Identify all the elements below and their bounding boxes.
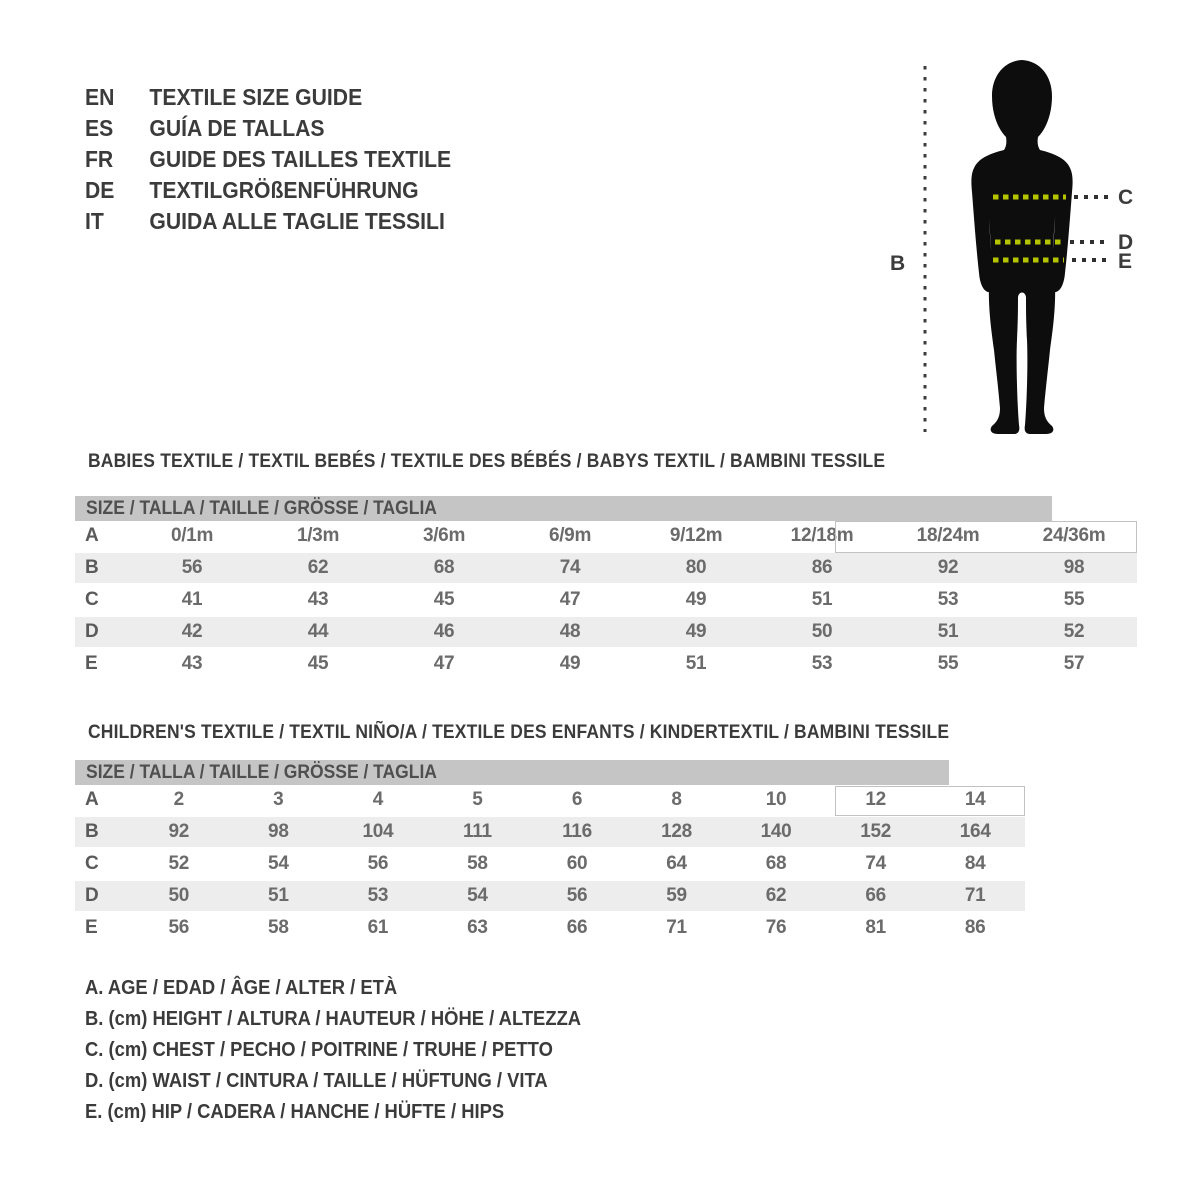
size-value-cell: 54	[428, 880, 528, 912]
size-value-cell: 49	[633, 616, 759, 648]
children-section-title: CHILDREN'S TEXTILE / TEXTIL NIÑO/A / TEXTILE DES ENFANTS / KINDERTEXTIL / BAMBINI TESSILE	[88, 722, 950, 743]
size-value-cell: 14	[964, 789, 986, 810]
table-row	[75, 848, 1025, 880]
size-value-cell: 98	[1011, 552, 1137, 584]
size-value-cell: 56	[168, 917, 190, 938]
babies-size-highlight-outline	[835, 521, 1137, 553]
size-value-cell: 12/18m	[790, 525, 854, 546]
size-value-cell: 86	[759, 552, 885, 584]
size-value-cell: 66	[566, 917, 588, 938]
table-row	[75, 584, 1137, 616]
lang-label: TEXTILE SIZE GUIDE	[149, 84, 363, 110]
size-value-cell: 1/3m	[296, 525, 340, 546]
lang-code: IT	[85, 208, 104, 234]
size-value-cell: 61	[367, 917, 389, 938]
size-value-cell: 18/24m	[916, 525, 980, 546]
lang-label: TEXTILGRÖßENFÜHRUNG	[149, 177, 419, 203]
size-value-cell: 10	[765, 789, 787, 810]
legend-age: A. AGE / EDAD / ÂGE / ALTER / ETÀ	[85, 977, 398, 999]
size-value-cell: 54	[268, 853, 289, 874]
size-value-cell: 63	[467, 917, 488, 938]
size-value-cell: 24/36m	[1042, 525, 1106, 546]
table-row	[75, 616, 1137, 648]
lang-row-it	[85, 206, 451, 237]
lang-label: GUIDE DES TAILLES TEXTILE	[149, 146, 452, 172]
size-value-cell: 9/12m	[669, 525, 723, 546]
size-value-cell: 58	[467, 853, 488, 874]
lang-row-fr	[85, 144, 451, 175]
measurement-legend	[85, 973, 624, 1128]
legend-chest: C. (cm) CHEST / PECHO / POITRINE / TRUHE / PETTO	[85, 1039, 553, 1061]
size-value-cell: 152	[826, 816, 926, 848]
lang-row-es	[85, 113, 451, 144]
size-value-cell: 49	[685, 589, 707, 610]
table-row	[75, 880, 1025, 912]
children-size-highlight-outline	[835, 786, 1025, 816]
row-label: B	[75, 552, 129, 584]
size-value-cell: 43	[181, 653, 203, 674]
size-value-cell: 71	[666, 917, 687, 938]
size-value-cell: 76	[765, 917, 787, 938]
row-label: C	[85, 589, 99, 610]
size-value-cell: 92	[885, 552, 1011, 584]
size-value-cell: 44	[255, 616, 381, 648]
child-silhouette-diagram	[860, 40, 1200, 460]
size-value-cell: 8	[671, 789, 682, 810]
size-value-cell: 140	[726, 816, 826, 848]
size-value-cell: 62	[726, 880, 826, 912]
size-value-cell: 43	[307, 589, 329, 610]
size-value-cell: 47	[559, 589, 581, 610]
size-value-cell: 111	[428, 816, 528, 848]
size-value-cell: 98	[229, 816, 329, 848]
size-value-cell: 53	[937, 589, 959, 610]
size-value-cell: 57	[1063, 653, 1085, 674]
lang-code: ES	[85, 115, 114, 141]
size-value-cell: 51	[811, 589, 833, 610]
size-value-cell: 12	[865, 789, 886, 810]
legend-waist: D. (cm) WAIST / CINTURA / TAILLE / HÜFTUNG / VITA	[85, 1070, 548, 1092]
size-value-cell: 164	[925, 816, 1025, 848]
size-value-cell: 64	[666, 853, 687, 874]
babies-section-title: BABIES TEXTILE / TEXTIL BEBÉS / TEXTILE DES BÉBÉS / BABYS TEXTIL / BAMBINI TESSILE	[88, 451, 886, 472]
size-value-cell: 92	[129, 816, 229, 848]
size-value-cell: 53	[811, 653, 833, 674]
size-value-cell: 84	[964, 853, 986, 874]
size-value-cell: 128	[627, 816, 727, 848]
size-value-cell: 80	[633, 552, 759, 584]
label-b: B	[890, 252, 906, 275]
legend-hip: E. (cm) HIP / CADERA / HANCHE / HÜFTE / HIPS	[85, 1101, 505, 1123]
babies-table-header: SIZE / TALLA / TAILLE / GRÖSSE / TAGLIA	[75, 496, 1052, 521]
size-value-cell: 3	[273, 789, 284, 810]
table-row	[75, 912, 1025, 943]
size-value-cell: 46	[381, 616, 507, 648]
row-label: E	[85, 653, 98, 674]
size-value-cell: 53	[328, 880, 428, 912]
size-value-cell: 2	[173, 789, 184, 810]
size-value-cell: 51	[685, 653, 707, 674]
table-row	[75, 648, 1137, 679]
size-value-cell: 116	[527, 816, 627, 848]
size-value-cell: 68	[765, 853, 787, 874]
size-value-cell: 0/1m	[170, 525, 214, 546]
size-value-cell: 52	[1011, 616, 1137, 648]
size-value-cell: 58	[268, 917, 289, 938]
row-label: E	[85, 917, 98, 938]
lang-row-de	[85, 175, 451, 206]
size-value-cell: 55	[1063, 589, 1085, 610]
size-value-cell: 49	[559, 653, 581, 674]
size-value-cell: 56	[367, 853, 389, 874]
lang-code: EN	[85, 84, 115, 110]
size-value-cell: 51	[229, 880, 329, 912]
size-value-cell: 45	[307, 653, 329, 674]
measurement-figure	[860, 40, 1200, 460]
label-c: C	[1118, 186, 1134, 209]
row-label: A	[85, 525, 99, 546]
size-value-cell: 5	[472, 789, 483, 810]
size-value-cell: 50	[759, 616, 885, 648]
row-label: C	[85, 853, 99, 874]
child-silhouette	[971, 60, 1072, 434]
size-value-cell: 48	[507, 616, 633, 648]
size-value-cell: 71	[925, 880, 1025, 912]
size-value-cell: 59	[627, 880, 727, 912]
size-value-cell: 86	[964, 917, 986, 938]
size-value-cell: 74	[865, 853, 886, 874]
row-label: D	[75, 880, 129, 912]
table-row	[75, 552, 1137, 584]
lang-code: FR	[85, 146, 114, 172]
lang-label: GUIDA ALLE TAGLIE TESSILI	[149, 208, 445, 234]
size-value-cell: 56	[527, 880, 627, 912]
legend-height: B. (cm) HEIGHT / ALTURA / HAUTEUR / HÖHE / ALTEZZA	[85, 1008, 582, 1030]
row-label: D	[75, 616, 129, 648]
children-table-header: SIZE / TALLA / TAILLE / GRÖSSE / TAGLIA	[75, 760, 949, 785]
lang-label: GUÍA DE TALLAS	[149, 115, 325, 141]
size-value-cell: 51	[885, 616, 1011, 648]
size-value-cell: 42	[129, 616, 255, 648]
size-value-cell: 4	[372, 789, 383, 810]
size-value-cell: 74	[507, 552, 633, 584]
size-value-cell: 104	[328, 816, 428, 848]
size-value-cell: 47	[433, 653, 455, 674]
size-value-cell: 55	[937, 653, 959, 674]
size-value-cell: 41	[181, 589, 203, 610]
row-label: B	[75, 816, 129, 848]
label-e: E	[1118, 250, 1133, 273]
label-d: D	[1118, 231, 1134, 254]
size-value-cell: 62	[255, 552, 381, 584]
size-value-cell: 52	[168, 853, 190, 874]
size-value-cell: 3/6m	[422, 525, 466, 546]
size-value-cell: 56	[129, 552, 255, 584]
lang-code: DE	[85, 177, 115, 203]
size-value-cell: 68	[381, 552, 507, 584]
row-label: A	[85, 789, 99, 810]
size-value-cell: 81	[865, 917, 886, 938]
size-value-cell: 60	[566, 853, 588, 874]
table-row	[75, 816, 1025, 848]
lang-row-en	[85, 82, 451, 113]
size-value-cell: 6/9m	[548, 525, 592, 546]
size-value-cell: 50	[129, 880, 229, 912]
size-value-cell: 6	[571, 789, 583, 810]
size-value-cell: 66	[826, 880, 926, 912]
language-list	[85, 82, 483, 237]
size-value-cell: 45	[433, 589, 455, 610]
